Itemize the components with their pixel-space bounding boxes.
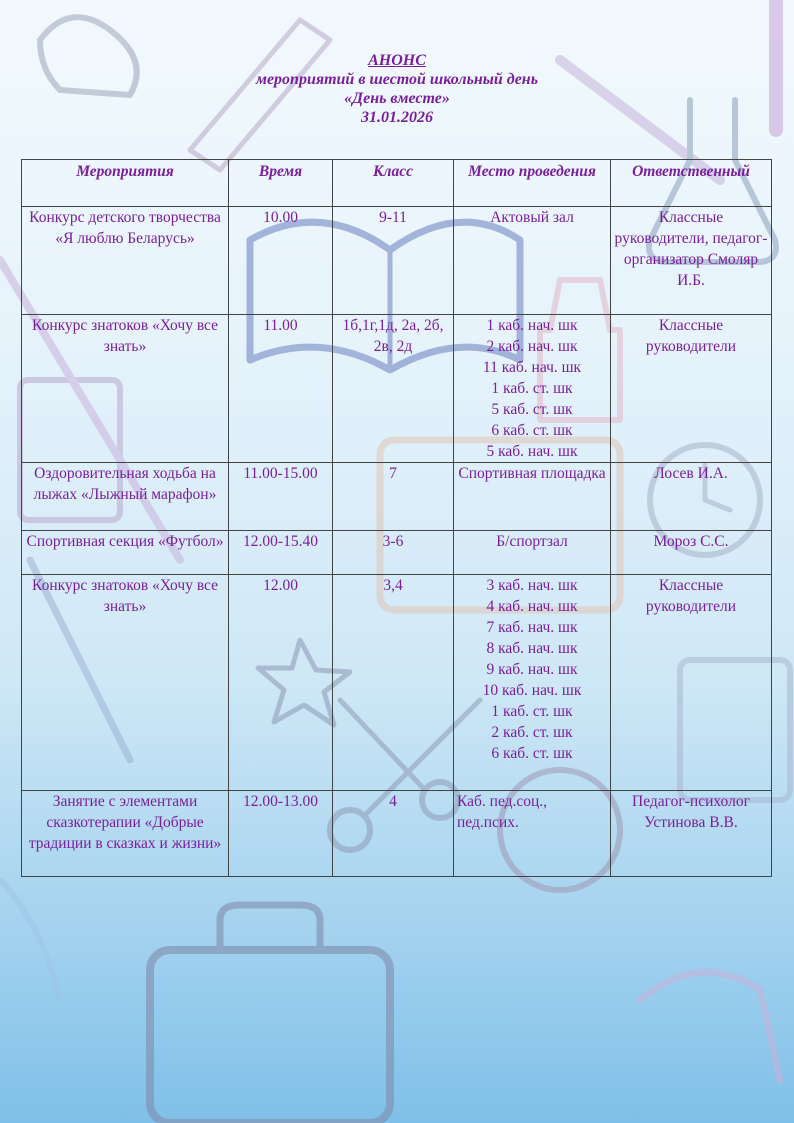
event-responsible: Классные руководители (611, 315, 772, 463)
place-line: 8 каб. нач. шк (486, 640, 578, 657)
event-time: 12.00-15.40 (229, 531, 333, 575)
place-line: Каб. пед.соц., пед.псих. (457, 793, 548, 831)
event-grade: 1б,1г,1д, 2а, 2б, 2в, 2д (333, 315, 454, 463)
event-responsible: Классные руководители (611, 575, 772, 791)
event-place (454, 791, 611, 877)
event-name: Оздоровительная ходьба на лыжах «Лыжный марафон» (22, 463, 229, 531)
place-line: 6 каб. ст. шк (491, 422, 573, 439)
event-responsible: Классные руководители, педагог-организатор Смоляр И.Б. (611, 207, 772, 315)
event-grade: 3,4 (333, 575, 454, 791)
announcement-subtitle: мероприятий в шестой школьный день (255, 71, 538, 88)
column-header-time: Время (229, 160, 333, 207)
event-name: Конкурс знатоков «Хочу все знать» (22, 575, 229, 791)
event-responsible: Педагог-психолог Устинова В.В. (611, 791, 772, 877)
place-line: 7 каб. нач. шк (486, 619, 578, 636)
event-responsible: Мороз С.С. (611, 531, 772, 575)
place-line: 2 каб. ст. шк (491, 724, 573, 741)
event-day-name: «День вместе» (344, 90, 450, 107)
table-row (22, 207, 772, 315)
event-date: 31.01.2026 (361, 109, 433, 126)
place-line: 5 каб. нач. шк (486, 443, 578, 460)
event-name: Занятие с элементами сказкотерапии «Добрые традиции в сказках и жизни» (22, 791, 229, 877)
table-row (22, 575, 772, 791)
event-time: 12.00-13.00 (229, 791, 333, 877)
event-time: 12.00 (229, 575, 333, 791)
table-row (22, 531, 772, 575)
event-place (454, 463, 611, 531)
place-line: 11 каб. нач. шк (482, 359, 582, 376)
announcement-title: АНОНС (368, 52, 426, 69)
event-place (454, 575, 611, 791)
event-name: Спортивная секция «Футбол» (22, 531, 229, 575)
event-time: 11.00 (229, 315, 333, 463)
table-header-row (22, 160, 772, 207)
event-place (454, 315, 611, 463)
event-place (454, 531, 611, 575)
event-place (454, 207, 611, 315)
table-row (22, 791, 772, 877)
place-line: 1 каб. ст. шк (491, 380, 573, 397)
place-line: 2 каб. нач. шк (486, 338, 578, 355)
column-header-grade: Класс (333, 160, 454, 207)
place-line: 4 каб. нач. шк (486, 598, 578, 615)
event-grade: 7 (333, 463, 454, 531)
event-time: 10.00 (229, 207, 333, 315)
event-grade: 3-6 (333, 531, 454, 575)
place-line: 5 каб. ст. шк (491, 401, 573, 418)
place-line: 3 каб. нач. шк (486, 577, 578, 594)
events-table (21, 159, 772, 877)
event-name: Конкурс знатоков «Хочу все знать» (22, 315, 229, 463)
event-time: 11.00-15.00 (229, 463, 333, 531)
place-line: 1 каб. ст. шк (491, 703, 573, 720)
event-grade: 9-11 (333, 207, 454, 315)
announcement-heading (0, 51, 794, 127)
column-header-events: Мероприятия (22, 160, 229, 207)
place-line: 10 каб. нач. шк (482, 682, 582, 699)
briefcase-icon (150, 950, 390, 1123)
place-line: Актовый зал (490, 209, 574, 226)
place-line: 6 каб. ст. шк (491, 745, 573, 762)
table-row (22, 315, 772, 463)
place-line: Б/спортзал (496, 533, 568, 550)
event-name: Конкурс детского творчества «Я люблю Беларусь» (22, 207, 229, 315)
place-line: Спортивная площадка (458, 465, 606, 482)
event-grade: 4 (333, 791, 454, 877)
column-header-place: Место проведения (454, 160, 611, 207)
place-line: 9 каб. нач. шк (486, 661, 578, 678)
table-row (22, 463, 772, 531)
place-line: 1 каб. нач. шк (486, 317, 578, 334)
event-responsible: Лосев И.А. (611, 463, 772, 531)
column-header-responsible: Ответственный (611, 160, 772, 207)
